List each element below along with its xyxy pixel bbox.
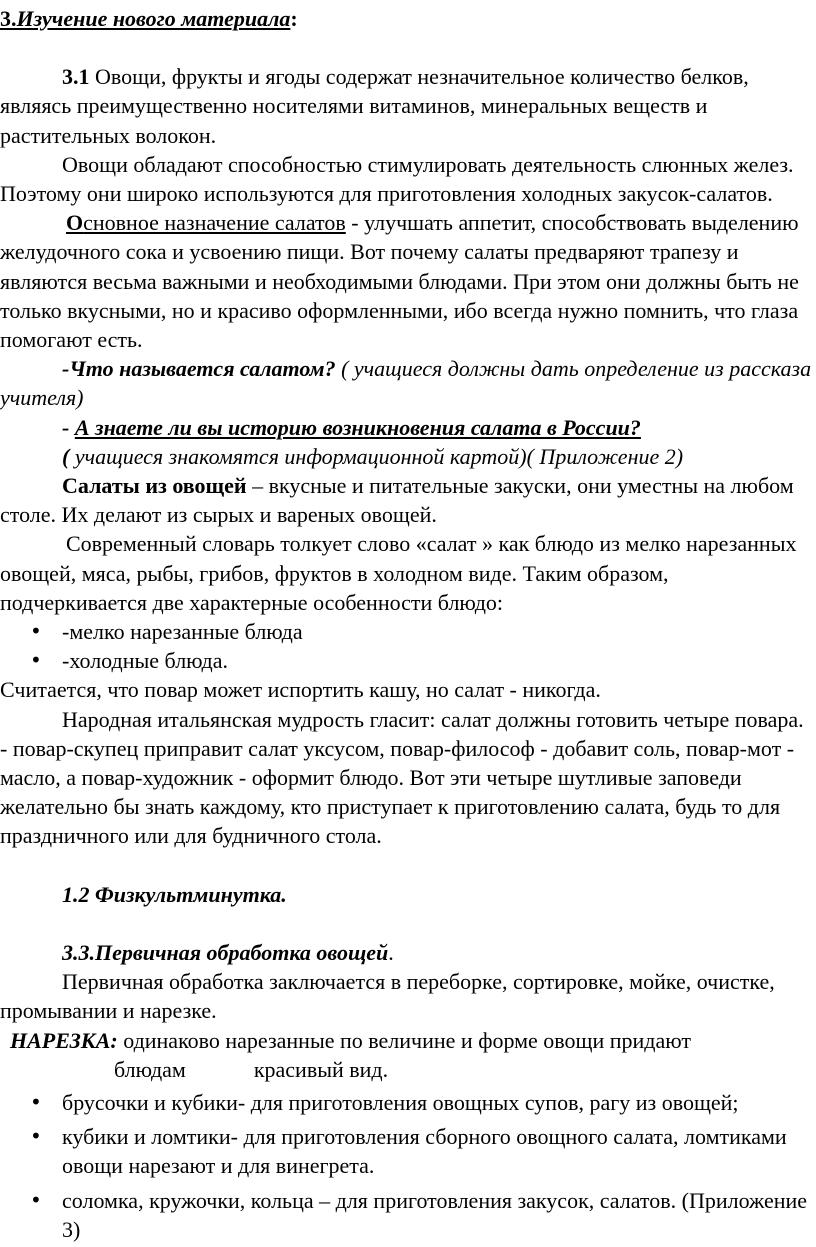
list-item: • кубики и ломтики- для приготовления сборного овощного салата, ломтиками овощи нарезают и для винегрета. <box>0 1122 812 1180</box>
blank-line <box>0 33 812 62</box>
paragraph-3-1-number: 3.1 <box>62 64 90 90</box>
question-2-text: А знаете ли вы историю возникновения салата в России? <box>74 414 641 440</box>
question-2-paren: ( <box>62 443 70 469</box>
heading-1-2: 1.2 Физкультминутка. <box>62 881 287 907</box>
heading-3-3 <box>0 938 812 967</box>
paragraph-italian-wisdom: Народная итальянская мудрость гласит: салат должны готовить четыре повара. - повар-скупец приправит салат уксусом, повар-философ - добавит соль, повар-мот - масло, а повар-художник - оформит блюдо. Вот эти четыре шутливые заповеди желательно бы знать каждому, кто приступает к приготовлению салата, будь то для праздничного или для будничного стола. <box>0 706 804 849</box>
blank-line <box>0 909 812 938</box>
list-item: • -холодные блюда. <box>0 646 812 675</box>
paragraph-3-1-text: Овощи, фрукты и ягоды содержат незначительное количество белков, являясь преимущественно носителями витаминов, минеральных веществ и растительных волокон. <box>0 64 749 148</box>
paragraph-3-1 <box>0 62 812 150</box>
heading-3-3-title: 3.3.Первичная обработка овощей <box>62 939 389 965</box>
cut-types-list <box>0 1088 812 1244</box>
paragraph-salivary-glands: Овощи обладают способностью стимулировать деятельность слюнных желез. Поэтому они широко используются для приготовления холодных закусок-салатов. <box>0 151 794 207</box>
features-list <box>0 617 812 675</box>
list-item: • -мелко нарезанные блюда <box>0 617 812 646</box>
question-2-dash: - <box>62 414 75 440</box>
question-2-note: учащиеся знакомятся информационной картой)( Приложение 2) <box>69 443 684 469</box>
paragraph-salad-purpose <box>0 208 812 354</box>
cutting-label: НАРЕЗКА: <box>10 1027 118 1053</box>
purpose-text: - улучшать аппетит, способствовать выделению желудочного сока и усвоению пищи. Вот почему салаты предваряют трапезу и являются весьма важными и необходимыми блюдами. При этом они должны быть не только вкусными, но и красиво оформленными, ибо всегда нужно помнить, что глаза помогают есть. <box>0 210 799 353</box>
question-1-note: ( учащиеся должны дать определение из рассказа учителя) <box>0 356 812 411</box>
question-2-note-line <box>0 442 812 471</box>
paragraph-primary-processing: Первичная обработка заключается в переборке, сортировке, мойке, очистке, промывании и нарезке. <box>0 969 775 1024</box>
vegetable-salads-text: – вкусные и питательные закуски, они уместны на любом столе. Их делают из сырых и вареных овощей. <box>0 473 794 528</box>
blank-line <box>0 851 812 880</box>
paragraph-dictionary: Современный словарь толкует слово «салат » как блюдо из мелко нарезанных овощей, мяса, рыбы, грибов, фруктов в холодном виде. Таким образом, подчеркивается две характерные особенности блюдо: <box>0 531 797 615</box>
cutting-text-word-1: блюдам <box>114 1056 186 1082</box>
section-heading-text: Изучение нового материала <box>16 6 291 31</box>
heading-3-3-period: . <box>388 939 394 965</box>
section-heading <box>0 4 812 33</box>
list-item: • соломка, кружочки, кольца – для приготовления закусок, салатов. (Приложение 3) <box>0 1186 812 1244</box>
purpose-underlined-phrase: сновное назначение салатов <box>83 210 346 236</box>
section-heading-colon: : <box>290 6 298 31</box>
purpose-lead-letter: О <box>66 210 84 236</box>
section-heading-number: 3. <box>0 6 17 31</box>
list-item: • брусочки и кубики- для приготовления овощных супов, рагу из овощей; <box>0 1088 812 1117</box>
paragraph-porridge: Считается, что повар может испортить кашу, но салат - никогда. <box>0 677 601 703</box>
cutting-line-2 <box>0 1055 812 1084</box>
paragraph-vegetable-salads <box>0 471 812 529</box>
cutting-text-line-1: одинаково нарезанные по величине и форме овощи придают <box>117 1027 692 1053</box>
question-salad-history <box>0 413 812 442</box>
question-what-is-salad <box>0 354 812 412</box>
question-1-text: -Что называется салатом? <box>62 356 336 382</box>
vegetable-salads-bold: Салаты из овощей <box>62 473 247 499</box>
cutting-paragraph <box>0 1026 812 1055</box>
cutting-text-word-2: красивый вид. <box>253 1056 389 1082</box>
